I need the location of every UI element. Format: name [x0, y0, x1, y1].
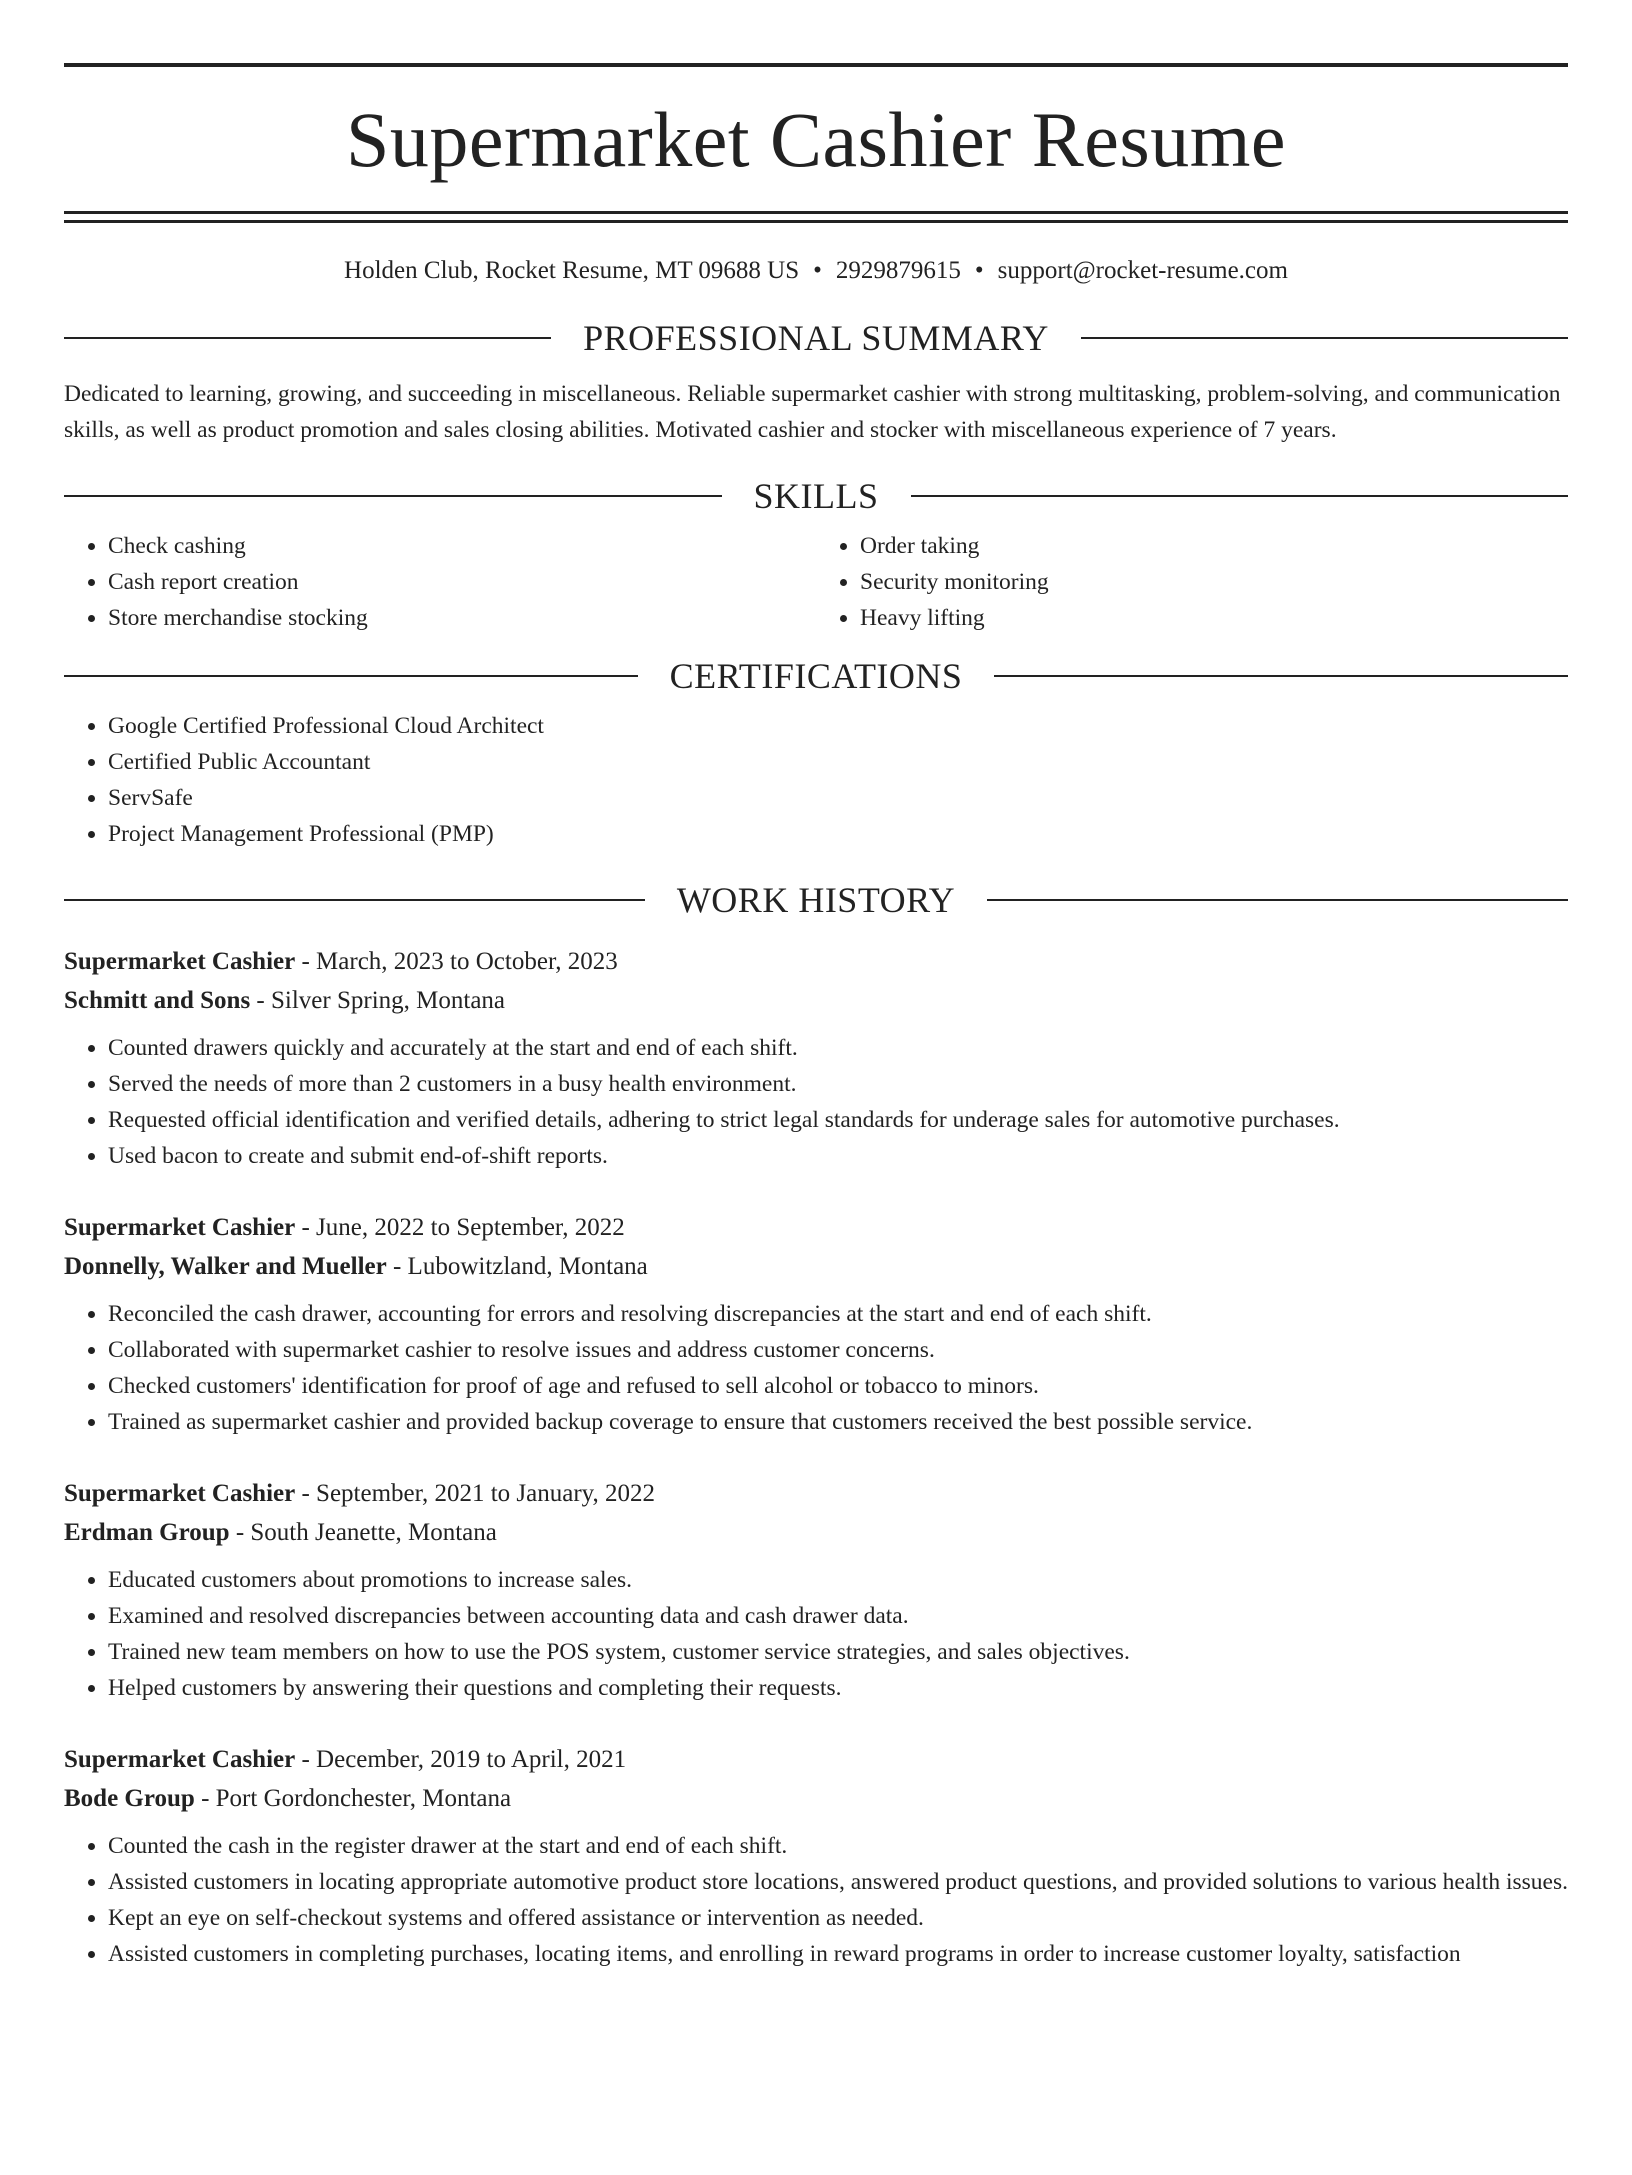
contact-phone: 2929879615: [835, 257, 961, 284]
list-item: • Assisted customers in locating appropriate automotive product store locations, answered product questions, and provided solutions to various health issues.: [108, 1864, 1568, 1900]
list-item: • Trained new team members on how to use the POS system, customer service strategies, and sales objectives.: [108, 1634, 1568, 1670]
list-item: • Security monitoring: [860, 564, 1568, 600]
job-title-line: [64, 1208, 1568, 1247]
section-heading-certifications: [64, 658, 1568, 694]
section-heading-summary: [64, 320, 1568, 356]
job-entry: [64, 1740, 1568, 1972]
skills-list: [64, 528, 1568, 636]
job-location: - Silver Spring, Montana: [250, 987, 506, 1014]
job-company: Donnelly, Walker and Mueller: [64, 1253, 387, 1280]
list-item: • Educated customers about promotions to increase sales.: [108, 1562, 1568, 1598]
job-company-line: [64, 981, 1568, 1020]
job-company: Schmitt and Sons: [64, 987, 251, 1014]
list-item: • Helped customers by answering their questions and completing their requests.: [108, 1670, 1568, 1706]
contact-line: [64, 256, 1568, 286]
job-company: Erdman Group: [64, 1519, 230, 1546]
job-company-line: [64, 1247, 1568, 1286]
job-title-line: [64, 1474, 1568, 1513]
list-item: • Cash report creation: [108, 564, 816, 600]
skills-column-right: [816, 528, 1568, 636]
job-bullets: [64, 1296, 1568, 1440]
page-title: Supermarket Cashier Resume: [345, 96, 1287, 183]
job-location: - South Jeanette, Montana: [229, 1519, 497, 1546]
section-title: SKILLS: [753, 476, 879, 516]
heading-rule: [64, 495, 722, 497]
job-bullets: [64, 1030, 1568, 1174]
title-double-rule: [64, 211, 1568, 223]
list-item: • Trained as supermarket cashier and provided backup coverage to ensure that customers received the best possible service.: [108, 1404, 1568, 1440]
job-dates: - June, 2022 to September, 2022: [295, 1214, 625, 1241]
job-title: Supermarket Cashier: [64, 1746, 296, 1773]
contact-separator: •: [813, 257, 822, 284]
heading-rule: [994, 675, 1568, 677]
section-title: WORK HISTORY: [676, 880, 956, 920]
list-item: • Heavy lifting: [860, 600, 1568, 636]
heading-rule: [64, 675, 638, 677]
list-item: • Certified Public Accountant: [108, 744, 1568, 780]
contact-separator: •: [974, 257, 984, 284]
list-item: • Kept an eye on self-checkout systems and offered assistance or intervention as needed.: [108, 1900, 1568, 1936]
section-heading-skills: [64, 478, 1568, 514]
list-item: • Counted drawers quickly and accurately at the start and end of each shift.: [108, 1030, 1568, 1066]
list-item: • Project Management Professional (PMP): [108, 816, 1568, 852]
job-company-line: [64, 1513, 1568, 1552]
heading-rule: [911, 495, 1569, 497]
contact-email: support@rocket-resume.com: [997, 257, 1288, 284]
job-dates: - December, 2019 to April, 2021: [295, 1746, 627, 1773]
list-item: • Requested official identification and verified details, adhering to strict legal standards for underage sales for automotive purchases.: [108, 1102, 1568, 1138]
list-item: • Reconciled the cash drawer, accounting for errors and resolving discrepancies at the start and end of each shift.: [108, 1296, 1568, 1332]
job-entry: [64, 1474, 1568, 1706]
job-dates: - September, 2021 to January, 2022: [295, 1480, 656, 1507]
job-bullets: [64, 1828, 1568, 1972]
summary-text: Dedicated to learning, growing, and succeeding in miscellaneous. Reliable supermarket cashier with strong multitasking, problem-solving, and communication skills, as well as product promotion and sales closing abilities. Motivated cashier and stocker with miscellaneous experience of 7 years.: [64, 381, 1561, 443]
job-title-line: [64, 942, 1568, 981]
list-item: • ServSafe: [108, 780, 1568, 816]
top-rule: [64, 63, 1568, 67]
job-title: Supermarket Cashier: [64, 1214, 296, 1241]
list-item: • Google Certified Professional Cloud Architect: [108, 708, 1568, 744]
list-item: • Order taking: [860, 528, 1568, 564]
section-title: CERTIFICATIONS: [669, 656, 963, 696]
job-dates: - March, 2023 to October, 2023: [295, 948, 618, 975]
resume-page: [0, 63, 1632, 1972]
section-title: PROFESSIONAL SUMMARY: [583, 318, 1049, 358]
certifications-list: [64, 708, 1568, 852]
job-entry: [64, 942, 1568, 1174]
job-company: Bode Group: [64, 1785, 195, 1812]
list-item: • Examined and resolved discrepancies between accounting data and cash drawer data.: [108, 1598, 1568, 1634]
contact-address: Holden Club, Rocket Resume, MT 09688 US: [344, 257, 800, 284]
job-entry: [64, 1208, 1568, 1440]
job-bullets: [64, 1562, 1568, 1706]
skills-column-left: [64, 528, 816, 636]
list-item: • Store merchandise stocking: [108, 600, 816, 636]
list-item: • Served the needs of more than 2 customers in a busy health environment.: [108, 1066, 1568, 1102]
list-item: • Counted the cash in the register drawer at the start and end of each shift.: [108, 1828, 1568, 1864]
list-item: • Collaborated with supermarket cashier to resolve issues and address customer concerns.: [108, 1332, 1568, 1368]
job-title-line: [64, 1740, 1568, 1779]
job-location: - Lubowitzland, Montana: [386, 1253, 648, 1280]
job-title: Supermarket Cashier: [64, 948, 296, 975]
job-title: Supermarket Cashier: [64, 1480, 296, 1507]
heading-rule: [987, 899, 1568, 901]
heading-rule: [64, 899, 645, 901]
list-item: • Checked customers' identification for proof of age and refused to sell alcohol or tobacco to minors.: [108, 1368, 1568, 1404]
list-item: • Check cashing: [108, 528, 816, 564]
list-item: • Used bacon to create and submit end-of-shift reports.: [108, 1138, 1568, 1174]
heading-rule: [1081, 337, 1568, 339]
job-company-line: [64, 1779, 1568, 1818]
list-item: • Assisted customers in completing purchases, locating items, and enrolling in reward programs in order to increase customer loyalty, satisfaction: [108, 1936, 1568, 1972]
heading-rule: [64, 337, 551, 339]
job-location: - Port Gordonchester, Montana: [194, 1785, 512, 1812]
section-heading-work-history: [64, 882, 1568, 918]
